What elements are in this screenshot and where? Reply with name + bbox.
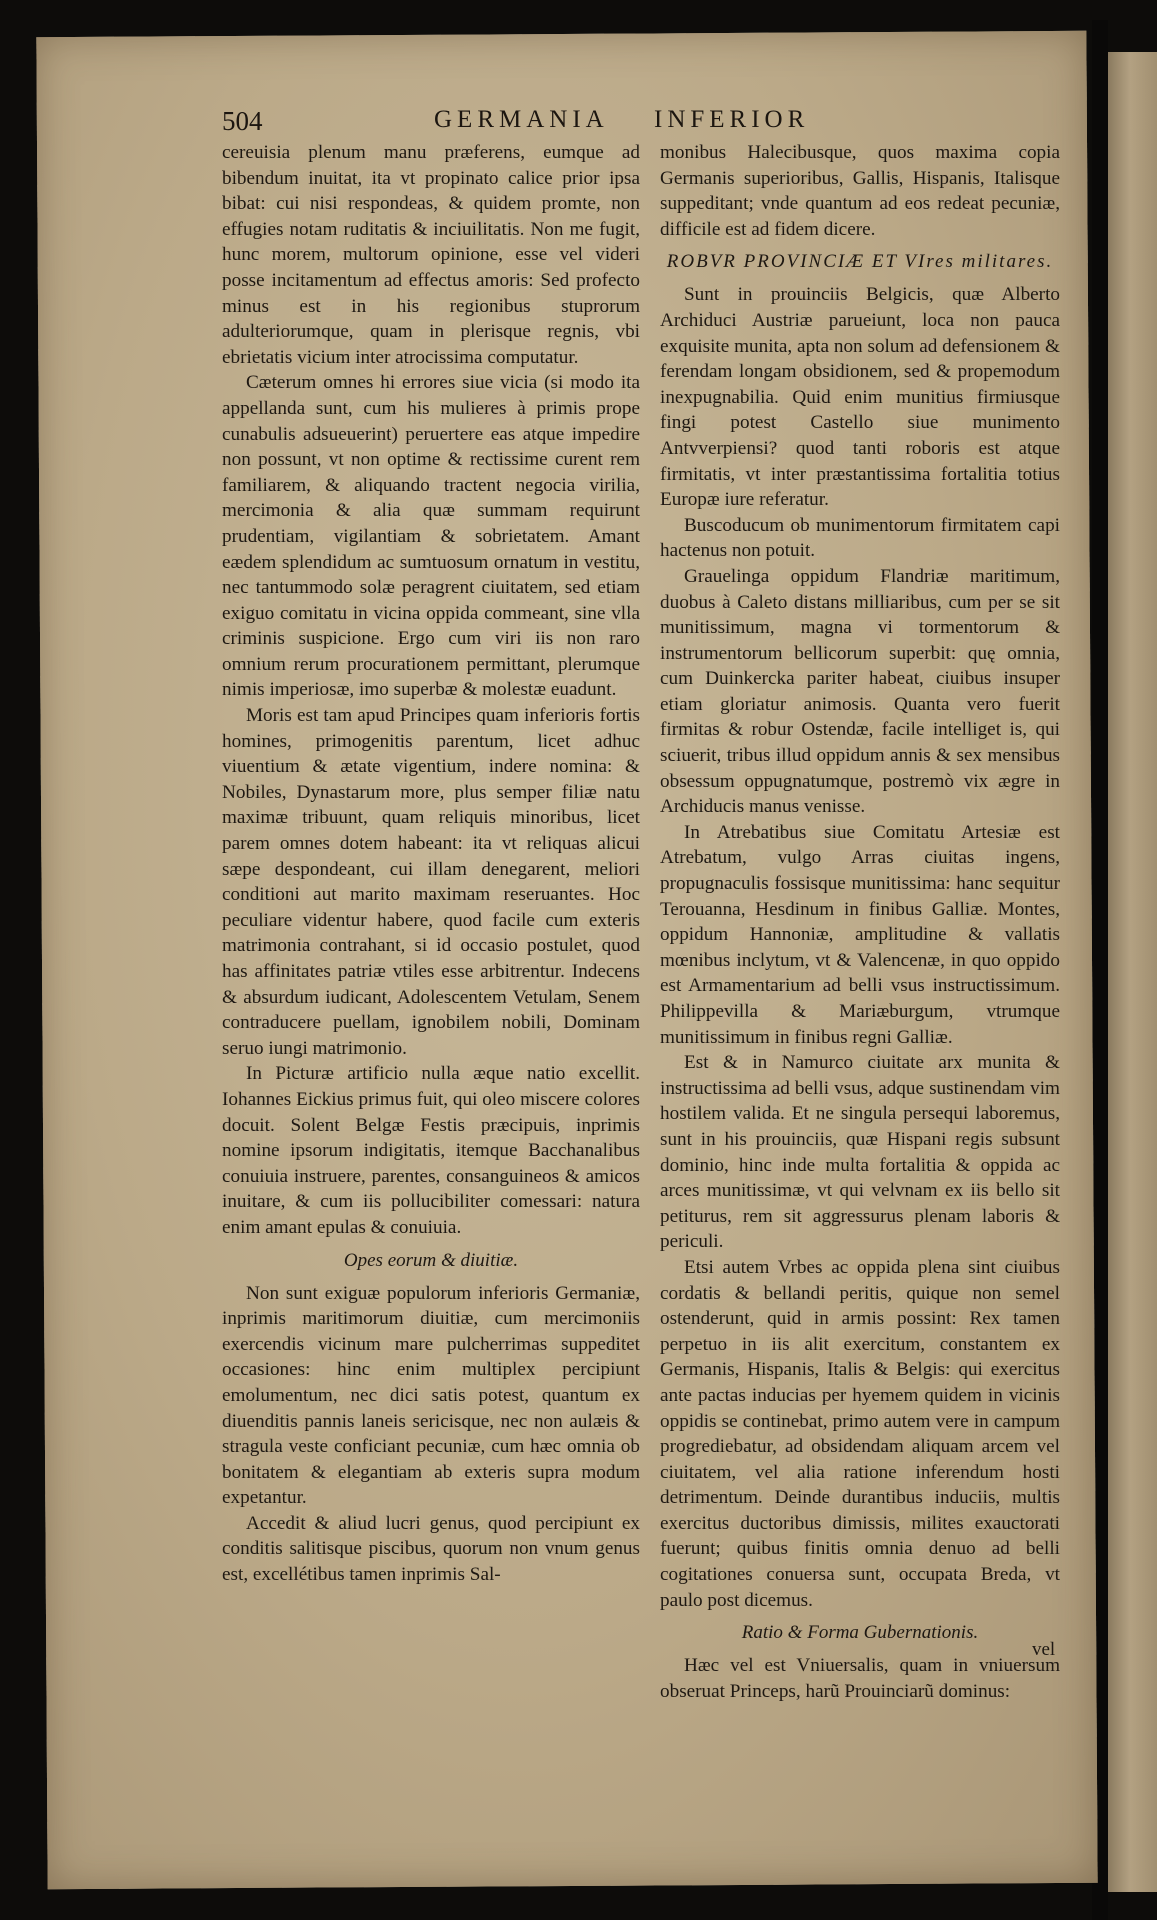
facing-page-edge [1108,52,1157,1892]
right-text-column [660,140,1060,1704]
heading-ratio: Ratio & Forma Gubernationis. [741,1622,979,1644]
paragraph-picturae: In Picturæ artificio nulla æque natio excellit. Iohannes Eickius primus fuit, qui oleo miscere colores docuit. Solent Belgæ Festis præcipuis, inprimis nomine ipsorum indigitatis, itemque Bacchanalibus conuiuia instruere, parentes, consanguineos & amicos inuitare, & cum iis pollucibiliter comessari: natura enim amant epulas & conuiuia. [222,1063,640,1238]
paragraph-grauelinga: Grauelinga oppidum Flandriæ maritimum, duobus à Caleto distans milliaribus, cum per se sit munitissimum, magna vi tormentorum & instrumentorum bellicorum superbit: quę omnia, cum Duinkercka pariter habeat, ciuibus insuper etiam gloriatur animosis. Quanta vero fuerit firmitas & robur Ostendæ, facile intelliget is, qui sciuerit, tribus illud oppidum annis & sex mensibus obsessum oppugnatumque, postremò vix ægre in Archiducis manus venisse. [660,565,1060,818]
running-title-left: GERMANIA [434,106,609,133]
catchword: vel [1032,1639,1056,1660]
paragraph-sunt-in-prouinciis: Sunt in prouinciis Belgicis, quæ Alberto Archiduci Austriæ parueiunt, loca non pauca exquisite munita, apta non solum ad defensionem & ferendam longam obsidionem, sed & propemodum inexpugnabilia. Quid enim munitius firmiusque fingi potest Castello siue munimento Antvverpiensi? quod tanti roboris est atque firmitatis, vt inter præstantissima fortalitia totius Europæ iure referatur. [660,284,1060,511]
left-text-column [222,140,640,1588]
paragraph-namurco: Est & in Namurco ciuitate arx munita & instructissima ad belli vsus, adque sustinendam vim hostilem valida. Et ne singula persequi laboremus, sunt in his prouinciis, quæ Hispani regis subsunt dominio, hinc inde multa fortalitia & oppida ac arces munitissimæ, vt qui velvnam ex iis bello sit petiturus, rem sit aggressurus plenam laboris & periculi. [660,1052,1060,1253]
paragraph-etsi: Etsi autem Vrbes ac oppida plena sint ciuibus cordatis & bellandi peritis, quique non semel ostenderunt, quid in armis possint: Rex tamen perpetuo in iis alit exercitum, constantem ex Germanis, Hispanis, Italis & Belgis: qui exercitus ante pactas inducias per hyemem quidem in vicinis oppidis se continebat, primo autem vere in campum progrediebatur, ad obsidendam aliquam arcem vel ciuitatem, vel alia ratione inferendum hosti detrimentum. Deinde durantibus induciis, multis exercitus ductoribus dimissis, milites exauctorati fuerunt; quibus finitis omnia denuo ad belli cogitationes conuersa sunt, occupata Breda, vt paulo post dicemus. [660,1256,1060,1611]
running-header [222,106,1042,136]
paragraph-monibus: monibus Halecibusque, quos maxima copia Germanis superioribus, Gallis, Hispanis, Italisque suppeditant; vnde quantum ad eos redeat pecuniæ, difficile est ad fidem dicere. [660,142,1060,240]
paragraph-buscoducum: Buscoducum ob munimentorum firmitatem capi hactenus non potuit. [660,514,1060,562]
paragraph-haec-vel: Hæc vel est Vniuersalis, quam in vniuersum obseruat Princeps, harũ Prouinciarũ dominus: [660,1655,1060,1702]
paragraph-accedit: Accedit & aliud lucri genus, quod percipiunt ex conditis salitisque piscibus, quorum non vnum genus est, excellétibus tamen inprimis Sal- [222,1512,640,1586]
paragraph-atrebatibus: In Atrebatibus siue Comitatu Artesiæ est Atrebatum, vulgo Arras ciuitas ingens, propugnaculis fossisque munitissima: hanc sequitur Terouanna, Hesdinum in finibus Galliæ. Montes, oppidum Hannoniæ, amplitudine & vallatis mœnibus inclytum, vt & Valencenæ, in quo oppido est Armamentarium ad belli vsus instructissimum. Philippevilla & Mariæburgum, vtrumque munitissimum in finibus regni Galliæ. [660,821,1060,1048]
heading-robur: ROBVR PROVINCIÆ ET VIres militares. [666,251,1054,273]
paragraph-caeterum: Cæterum omnes hi errores siue vicia (si modo ita appellanda sunt, cum his mulieres à primis prope cunabulis adsueuerint) peruertere eas atque impedire non possunt, vt non optime & rectissime curent rem familiarem, & aliquando tractent negocia virilia, mercimonia & alia quæ summam requirunt prudentiam, vigilantiam & sobrietatem. Amant eædem splendidum ac sumtuosum ornatum in vestitu, nec tantummodo solæ peragrent ciuitatem, sed etiam exiguo comitatu in vicina oppida commeant, sine vlla criminis suspicione. Ergo cum viri iis non raro omnium rerum procurationem permittant, plerumque nimis imperiosæ, imo superbæ & molestæ euadunt. [222,372,640,701]
running-title-right: INFERIOR [654,106,810,133]
page-number: 504 [222,106,263,136]
paragraph-moris: Moris est tam apud Principes quam inferioris fortis homines, primogenitis parentum, licet adhuc viuentium & ætate vigentium, indere nomina: & Nobiles, Dynastarum more, plus semper filiæ natu maximæ tribuunt, quam reliquis minoribus, licet parem omnes dotem habeant: ita vt reliquas alicui sæpe despondeant, cui illam denegarent, meliori conditioni aut marito maximam reseruantes. Hoc peculiare videntur habere, quod facile cum exteris matrimonia contrahant, si id occasio postulet, quod has affinitates patriæ vtiles esse arbitrentur. Indecens & absurdum iudicant, Adolescentem Vetulam, Senem contraducere puellam, ignobilem nobili, Dominam seruo iungi matrimonio. [222,705,640,1059]
paragraph-non-sunt: Non sunt exiguæ populorum inferioris Germaniæ, inprimis maritimorum diuitiæ, cum mercimoniis exercendis vicinum mare pulcherrimas suppeditet occasiones: hinc enim multiplex percipiunt emolumentum, nec dici satis potest, quantum ex diuenditis pannis laneis sericisque, nec non aulæis & stragula veste conficiant pecuniæ, cum hæc omnia ob bonitatem & elegantiam ab exteris supra modum expetantur. [222,1282,640,1509]
paragraph-cereuisia: cereuisia plenum manu præferens, eumque ad bibendum inuitat, ita vt propinato calice prior ipsa bibat: cui nisi respondeas, & quidem promte, non effugies notam ruditatis & inciuilitatis. Non me fugit, hunc morem, multorum opinione, esse vel videri posse incitamentum ad effectus amoris: Sed profecto minus est in his regionibus stuprorum adulteriorumque, quam in plerisque regnis, vbi ebrietatis vicium inter atrocissima computatur. [222,142,640,368]
heading-opes: Opes eorum & diuitiæ. [343,1249,519,1271]
